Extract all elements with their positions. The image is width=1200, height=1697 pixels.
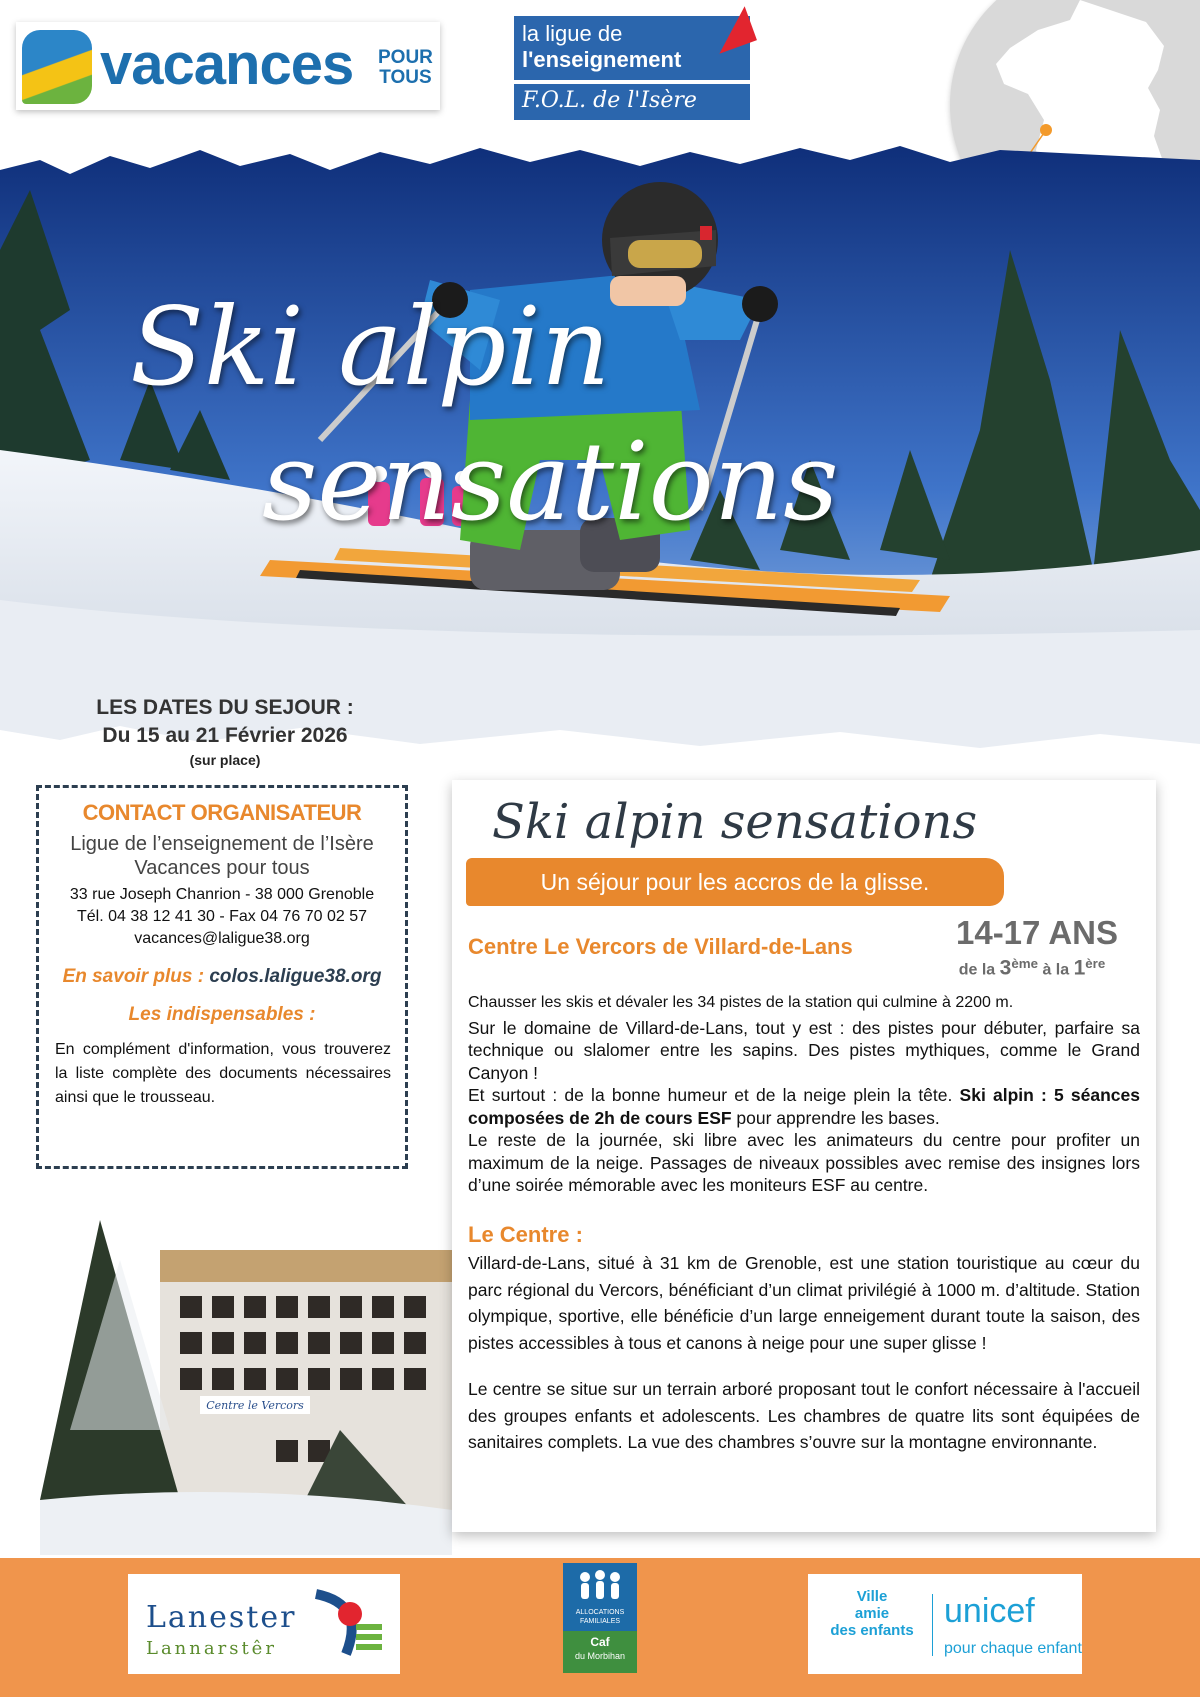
caf-line4: du Morbihan — [574, 1651, 626, 1661]
ski-hero-photo — [0, 130, 1200, 770]
building-sign: Centre le Vercors — [206, 1399, 304, 1412]
ville-amie-label: Ville amie des enfants — [830, 1588, 914, 1639]
caf-line2: FAMILIALES — [579, 1618, 621, 1625]
grade-range: de la 3ème à la 1ère — [958, 956, 1106, 980]
unicef-divider — [932, 1594, 933, 1656]
panel-ribbon-text: Un séjour pour les accros de la glisse. — [540, 869, 930, 895]
program-p2: Et surtout : de la bonne humeur et de la neige plein la tête. Ski alpin : 5 séances composées de 2h de cours ESF pour apprendre les bases. — [468, 1085, 1140, 1128]
ligue-logo-line1: la ligue de — [522, 21, 623, 46]
program-p3: Le reste de la journée, ski libre avec les animateurs du centre pour profiter un maximum de la neige. Passages de niveaux possibles avec remise des insignes lors d’une soirée mémorable avec les moniteurs ESF au centre. — [468, 1130, 1140, 1195]
centre-p1: Villard-de-Lans, situé à 31 km de Grenoble, est une station touristique au cœur du parc régional du Vercors, bénéficiant d’un climat privilégié à 1000 m. d’altitude. Station olympique, sportive, elle bénéficie d’un large enneigement durant toute la saison, des pistes accessibles à tous et canons à neige pour une super glisse ! — [468, 1253, 1140, 1353]
unicef-name: unicef — [944, 1592, 1035, 1630]
panel-ribbon — [466, 858, 1004, 906]
unicef-logo — [808, 1574, 1082, 1674]
centre-name: Centre Le Vercors de Villard-de-Lans — [468, 934, 853, 959]
contact-org-line2: Vacances pour tous — [134, 857, 310, 879]
dates-note: (sur place) — [189, 752, 261, 768]
contact-more-link[interactable]: colos.laligue38.org — [209, 966, 382, 987]
panel-title: Ski alpin sensations — [492, 794, 978, 850]
ligue-logo-fol: F.O.L. de l'Isère — [522, 88, 697, 113]
centre-p2: Le centre se situe sur un terrain arboré proposant tout le confort nécessaire à l'accueil des groupes enfants et adolescents. Les chambres de quatre lits sont équipées de sanitaires complets. La vue des chambres s’ouvre sur la montagne environnante. — [468, 1379, 1140, 1452]
contact-org-line1: Ligue de l’enseignement de l’Isère — [70, 833, 374, 855]
caf-line1: ALLOCATIONS — [575, 1609, 625, 1616]
indispensables-title: Les indispensables : — [128, 1004, 316, 1025]
unicef-sub: pour chaque enfant — [944, 1640, 1082, 1657]
hero-title-line2: sensations — [262, 420, 839, 545]
dates-range: Du 15 au 21 Février 2026 — [102, 724, 348, 747]
lanester-name: Lanester — [146, 1600, 297, 1635]
contact-phone: Tél. 04 38 12 41 30 - Fax 04 76 70 02 57 — [77, 908, 367, 925]
contact-title: CONTACT ORGANISATEUR — [82, 800, 362, 825]
program-intro: Chausser les skis et dévaler les 34 pistes de la station qui culmine à 2200 m. — [468, 994, 1014, 1011]
contact-more — [39, 966, 405, 988]
caf-logo — [563, 1563, 637, 1673]
vpt-logo-pour-tous: POUR TOUS — [378, 47, 433, 88]
vpt-emblem-icon — [22, 30, 92, 104]
lanester-sub: Lannarstêr — [146, 1638, 277, 1659]
description-panel — [452, 780, 1156, 1532]
caf-line3: Caf — [590, 1635, 610, 1649]
contact-email[interactable]: vacances@laligue38.org — [134, 930, 310, 947]
contact-more-label: En savoir plus : — [62, 966, 205, 987]
ligue-logo-line2: l'enseignement — [522, 47, 682, 72]
age-range: 14-17 ANS — [955, 914, 1119, 951]
vpt-logo-word: vacances — [100, 32, 354, 97]
contact-address: 33 rue Joseph Chanrion - 38 000 Grenoble — [69, 886, 375, 903]
lanester-logo — [128, 1574, 400, 1674]
centre-building-illustration — [40, 1200, 452, 1555]
dates-block — [60, 694, 390, 770]
centre-building-photo — [40, 1200, 452, 1555]
centre-description — [468, 1250, 1140, 1456]
program-description — [468, 992, 1140, 1197]
hero-title-line1: Ski alpin — [130, 285, 611, 410]
contact-box — [36, 785, 408, 1169]
ligue-enseignement-logo — [514, 16, 750, 120]
caf-family-icon — [563, 1567, 637, 1607]
centre-heading: Le Centre : — [468, 1222, 583, 1247]
partners-footer — [0, 1558, 1200, 1697]
program-p1: Sur le domaine de Villard-de-Lans, tout y est : des pistes pour débuter, parfaire sa technique ou slalomer entre les sapins. Des pistes mythiques, comme le Grand Canyon ! — [468, 1017, 1140, 1083]
lanester-emblem-icon — [306, 1584, 386, 1664]
vacances-pour-tous-logo — [16, 22, 440, 110]
indispensables-text: En complément d'information, vous trouverez la liste complète des documents nécessaires ainsi que le trousseau. — [55, 1041, 391, 1106]
dates-label: LES DATES DU SEJOUR : — [96, 696, 354, 719]
